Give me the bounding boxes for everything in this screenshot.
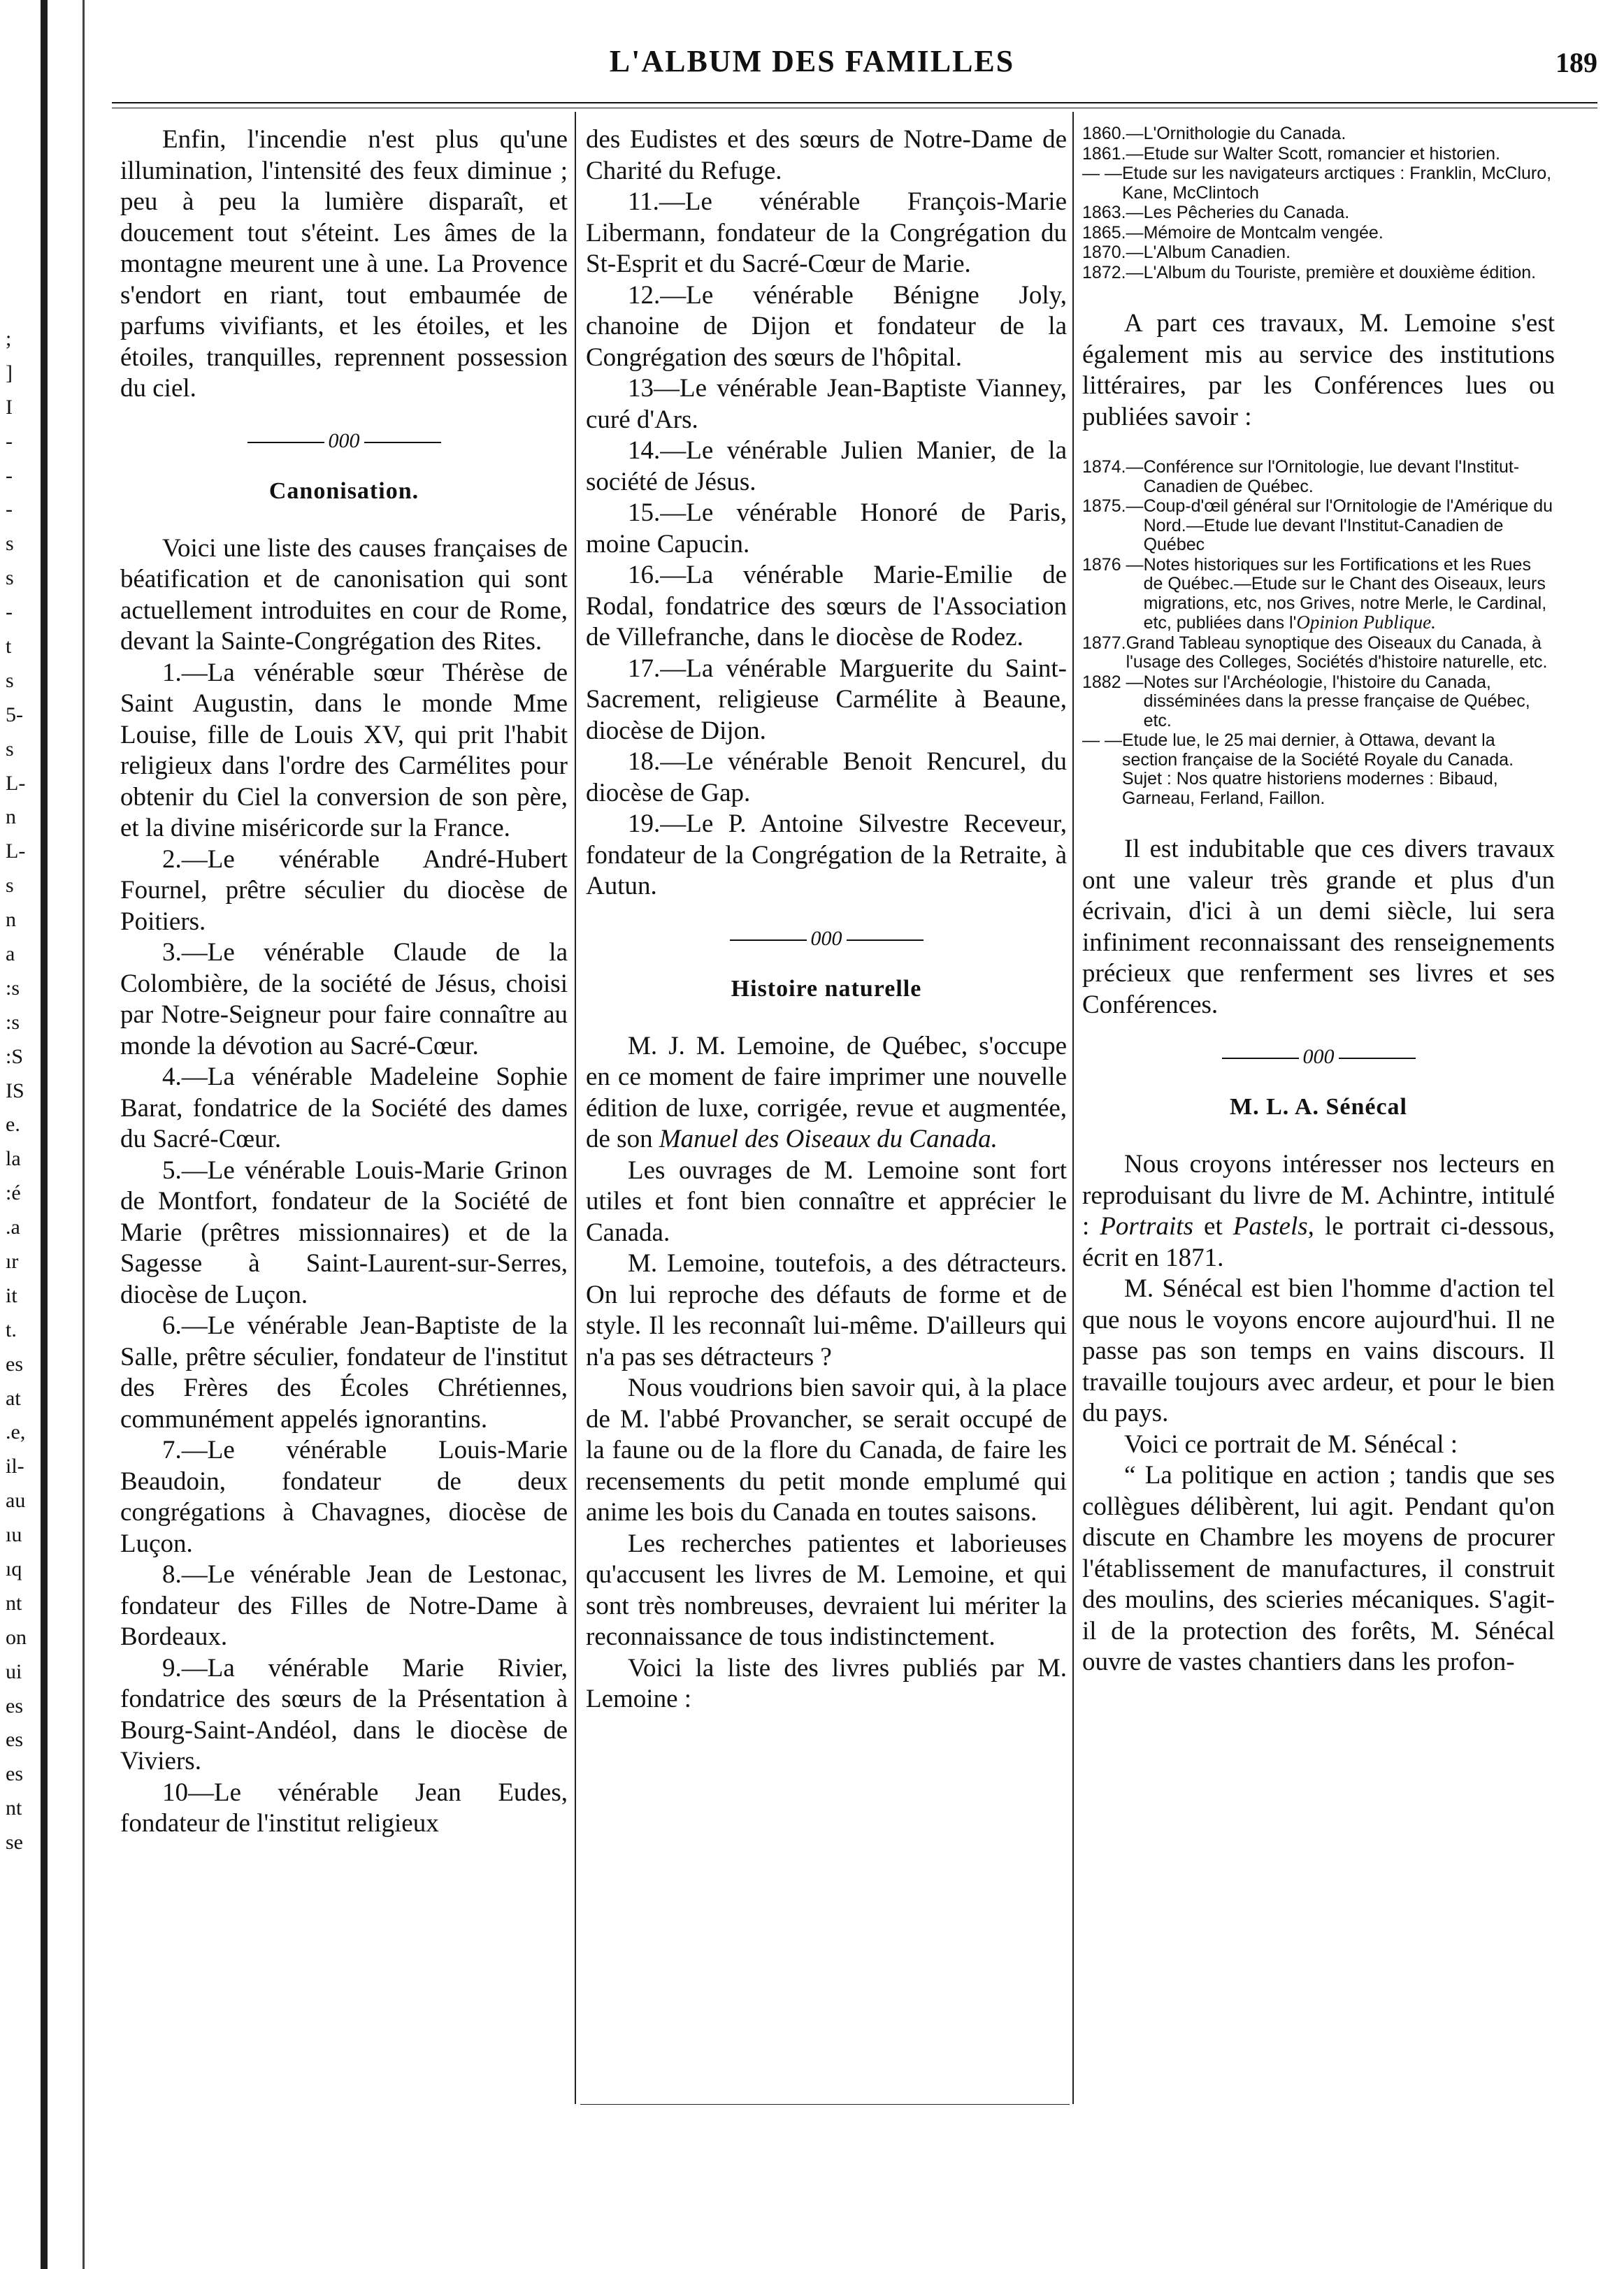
list-paragraph: 13—Le vénérable Jean-Baptiste Vianney, curé d'Ars.: [586, 374, 1067, 434]
bleed-letter: se: [6, 1831, 23, 1854]
section-title: Canonisation.: [268, 477, 419, 504]
entry-year: 1877.: [1082, 633, 1126, 653]
bibliography-entry: [1082, 124, 1555, 144]
bleed-letter: :é: [6, 1181, 21, 1204]
list-paragraph: 14.—Le vénérable Julien Manier, de la société de Jésus.: [586, 436, 1067, 496]
bleed-letter: il-: [6, 1455, 24, 1478]
conferences-list: [1082, 458, 1555, 808]
list-paragraph: 4.—La vénérable Madeleine Sophie Barat, fondatrice de la Société des dames du Sacré-Cœur.: [120, 1063, 568, 1153]
bleed-letter: nt: [6, 1592, 22, 1615]
paragraph: Voici ce portrait de M. Sénécal :: [1124, 1429, 1458, 1459]
bleed-letter: IS: [6, 1079, 24, 1102]
bleed-letter: 5-: [6, 703, 23, 726]
bleed-letter: t.: [6, 1318, 17, 1341]
list-paragraph: 16.—La vénérable Marie-Emilie de Rodal, fondatrice des sœurs de l'Association de Villefranche, dans le diocèse de Rodez.: [586, 561, 1067, 651]
column-3: [1082, 124, 1555, 1678]
list-paragraph: 7.—Le vénérable Louis-Marie Beaudoin, fondateur de deux congrégations à Chavagnes, diocèse de Luçon.: [120, 1436, 568, 1558]
list-paragraph: 3.—Le vénérable Claude de la Colombière, de la société de Jésus, choisi par Notre-Seigneur pour faire connaître au monde la dévotion au Sacré-Cœur.: [120, 938, 568, 1060]
bleed-letter: at: [6, 1387, 21, 1410]
binding-line: [82, 0, 85, 2269]
bleed-letter: s: [6, 532, 14, 555]
entry-text: Etude lue, le 25 mai dernier, à Ottawa, devant la section française de la Société Royale du Canada. Sujet : Nos quatre historiens modernes : Bibaud, Garneau, Ferland, Faillon.: [1121, 730, 1514, 808]
paragraph: des Eudistes et des sœurs de Notre-Dame de Charité du Refuge.: [586, 125, 1067, 185]
entry-year: 1860.—: [1082, 124, 1144, 143]
bleed-letter: :S: [6, 1045, 24, 1068]
paragraph: M. J. M. Lemoine, de Québec, s'occupe en ce moment de faire imprimer une nouvelle édition de luxe, corrigée, revue et augmentée, de son Manuel des Oiseaux du Canada.: [586, 1031, 1067, 1153]
paragraph: Les ouvrages de M. Lemoine sont fort utiles et font bien connaître et apprécier le Canada.: [586, 1155, 1067, 1247]
bleed-letter: es: [6, 1353, 23, 1376]
canonisation-list: [120, 533, 568, 1840]
entry-text: Notes historiques sur les Fortifications et les Rues de Québec.—Etude sur le Chant des Oiseaux, leurs migrations, etc, nos Grives, notre Merle, le Cardinal, etc, publiées dans l'Opinion Publique.: [1143, 554, 1547, 633]
bleed-letter: :s: [6, 977, 20, 1000]
bleed-letter: es: [6, 1694, 23, 1717]
bleed-letter: I: [6, 396, 13, 419]
bleed-letter: :s: [6, 1011, 20, 1034]
header-rule: [112, 102, 1597, 103]
bleed-letter: a: [6, 942, 15, 965]
bleed-letter: ıu: [6, 1523, 22, 1546]
paragraph: Les recherches patientes et laborieuses qu'accusent les livres de M. Lemoine, et qui sont très nombreuses, devraient lui mériter la reconnaissance de tous indistinctement.: [586, 1529, 1067, 1651]
bleed-letter: L-: [6, 840, 26, 863]
bleed-letter: -: [6, 498, 13, 521]
bleed-letter: s: [6, 669, 14, 692]
column-2: [586, 124, 1067, 1715]
entry-year: 1876 —: [1082, 554, 1144, 575]
entry-text: Etude sur les navigateurs arctiques : Franklin, McCluro, Kane, McClintoch: [1121, 164, 1552, 203]
entry-year: 1861.—: [1082, 143, 1144, 164]
bleed-letter: t: [6, 635, 12, 658]
paragraph: A part ces travaux, M. Lemoine s'est également mis au service des institutions littéraires, par les Conférences lues ou publiées savoir :: [1082, 309, 1555, 431]
entry-text: L'Album du Touriste, première et douxième édition.: [1143, 262, 1537, 282]
bleed-letter: e.: [6, 1113, 20, 1136]
list-paragraph: 19.—Le P. Antoine Silvestre Receveur, fondateur de la Congrégation de la Retraite, à Autun.: [586, 809, 1067, 900]
bleed-letter: -: [6, 430, 13, 453]
bleed-letter: -: [6, 600, 13, 624]
entry-year: 1872.—: [1082, 262, 1144, 282]
entry-year: 1865.—: [1082, 222, 1144, 243]
bleed-letter: s: [6, 874, 14, 897]
bleed-letter: la: [6, 1147, 21, 1170]
section-separator: 000: [586, 925, 1067, 953]
section-title: M. L. A. Sénécal: [1230, 1094, 1407, 1120]
entry-year: — —: [1082, 164, 1122, 183]
bleed-letter: .a: [6, 1216, 20, 1239]
entry-year: 1870.—: [1082, 243, 1144, 262]
bibliography-entry: [1082, 673, 1555, 731]
bleed-letter: n: [6, 805, 16, 828]
bleed-letter: it: [6, 1284, 17, 1307]
bleed-letter: ui: [6, 1660, 22, 1683]
paragraph: Il est indubitable que ces divers travaux ont une valeur très grande et plus d'un écrivain, d'ici à un demi siècle, lui sera infiniment reconnaissant des renseignements précieux que renferment ses livres et ses Conférences.: [1082, 835, 1555, 1019]
entry-year: 1874.—: [1082, 457, 1144, 477]
list-paragraph: 2.—Le vénérable André-Hubert Fournel, prêtre séculier du diocèse de Poitiers.: [120, 844, 568, 936]
bleed-letter: -: [6, 464, 13, 487]
bleed-letter: ;: [6, 327, 12, 350]
book-title: Manuel des Oiseaux du Canada.: [659, 1125, 998, 1153]
list-paragraph: 6.—Le vénérable Jean-Baptiste de la Salle, prêtre séculier, fondateur de l'institut des Frères des Écoles Chrétiennes, communément appelés ignorantins.: [120, 1311, 568, 1434]
bibliography-entry: [1082, 497, 1555, 555]
list-paragraph: 17.—La vénérable Marguerite du Saint-Sacrement, religieuse Carmélite à Beaune, diocèse de Dijon.: [586, 654, 1067, 745]
entry-text: Coup-d'œil général sur l'Ornitologie de l'Amérique du Nord.—Etude lue devant l'Institut-Canadien de Québec: [1143, 496, 1553, 554]
entry-text: L'Album Canadien.: [1143, 243, 1291, 262]
books-list: [1082, 124, 1555, 282]
paragraph: Enfin, l'incendie n'est plus qu'une illumination, l'intensité des feux diminue ; peu à peu la lumière disparaît, et doucement tout s'éteint. Les âmes de la montagne meurent une à une. La Provence s'endort en riant, tout embaumée de parfums vivifiants, et les étoiles, et les étoiles, tranquilles, reprennent possession du ciel.: [120, 125, 568, 403]
binding-edge: [41, 0, 48, 2269]
bibliography-entry: [1082, 224, 1555, 243]
bleed-letter: L-: [6, 772, 26, 795]
list-paragraph: 8.—Le vénérable Jean de Lestonac, fondateur des Filles de Notre-Dame à Bordeaux.: [120, 1560, 568, 1651]
bleed-letter: es: [6, 1728, 23, 1751]
page-number: 189: [1555, 47, 1597, 78]
bleed-letter: .e,: [6, 1420, 26, 1443]
entry-text: Etude sur Walter Scott, romancier et historien.: [1143, 143, 1500, 164]
entry-text: Les Pêcheries du Canada.: [1143, 203, 1350, 222]
bleed-letter: s: [6, 737, 14, 761]
list-paragraph: 5.—Le vénérable Louis-Marie Grinon de Montfort, fondateur de la Société de Marie (prêtres missionnaires) et de la Sagesse à Saint-Laurent-sur-Serres, diocèse de Luçon.: [120, 1155, 568, 1309]
list-paragraph: 12.—Le vénérable Bénigne Joly, chanoine de Dijon et fondateur de la Congrégation des sœurs de l'hôpital.: [586, 280, 1067, 372]
bibliography-entry: [1082, 145, 1555, 164]
entry-year: — —: [1082, 730, 1122, 750]
entry-text: L'Ornithologie du Canada.: [1143, 124, 1346, 143]
publication-title: Opinion Publique.: [1296, 612, 1436, 633]
column-divider: [1072, 112, 1074, 2104]
section-separator: 000: [1082, 1043, 1555, 1071]
bleed-letter: n: [6, 908, 16, 931]
list-paragraph: 10—Le vénérable Jean Eudes, fondateur de l'institut religieux: [120, 1778, 568, 1838]
bleed-letter: es: [6, 1762, 23, 1785]
entry-text: Grand Tableau synoptique des Oiseaux du Canada, à l'usage des Colleges, Sociétés d'histoire naturelle, etc.: [1126, 633, 1548, 672]
bleed-letter: ]: [6, 361, 13, 384]
list-paragraph: Voici une liste des causes françaises de béatification et de canonisation qui sont actuellement introduites en cour de Rome, devant la Sainte-Congrégation des Rites.: [120, 533, 568, 656]
paragraph: “ La politique en action ; tandis que ses collègues délibèrent, lui agit. Pendant qu'on discute en Chambre les moyens de procurer l'établissement de manufactures, il construit des moulins, des scieries mécaniques. S'agit-il de la protection des forêts, M. Sénécal ouvre de vastes chantiers dans les profon-: [1082, 1461, 1555, 1676]
entry-text: Notes sur l'Archéologie, l'histoire du Canada, disséminées dans la presse française de Québec, etc.: [1143, 672, 1530, 730]
list-paragraph: 9.—La vénérable Marie Rivier, fondatrice des sœurs de la Présentation à Bourg-Saint-Andéol, dans le diocèse de Viviers.: [120, 1653, 568, 1775]
bibliography-entry: [1082, 634, 1555, 672]
bibliography-entry: [1082, 264, 1555, 283]
bibliography-entry: [1082, 164, 1555, 203]
section-separator: 000: [120, 427, 568, 455]
column-divider: [575, 112, 576, 2104]
paragraph: M. Sénécal est bien l'homme d'action tel que nous le voyons encore aujourd'hui. Il ne passe pas son temps en vains discours. Il travaille toujours avec ardeur, et pour le bien du pays.: [1082, 1274, 1555, 1427]
bibliography-entry: [1082, 243, 1555, 263]
bleed-letter: nt: [6, 1796, 22, 1820]
entry-year: 1875.—: [1082, 496, 1144, 516]
entry-year: 1882 —: [1082, 672, 1144, 692]
list-paragraph: 15.—Le vénérable Honoré de Paris, moine Capucin.: [586, 498, 1067, 559]
page-header-title: L'ALBUM DES FAMILLES: [609, 44, 1015, 78]
paragraph: Voici la liste des livres publiés par M. Lemoine :: [586, 1653, 1067, 1713]
bleed-letter: ır: [6, 1250, 19, 1273]
bibliography-entry: [1082, 203, 1555, 223]
entry-year: 1863.—: [1082, 203, 1144, 222]
bleed-letter: on: [6, 1626, 27, 1649]
canonisation-list-continued: [586, 187, 1067, 902]
list-paragraph: 11.—Le vénérable François-Marie Libermann, fondateur de la Congrégation du St-Esprit et du Sacré-Cœur de Marie.: [586, 187, 1067, 278]
paragraph: Nous voudrions bien savoir qui, à la place de M. l'abbé Provancher, se serait occupé de la faune ou de la flore du Canada, de faire les recensements du petit monde emplumé qui anime les bois du Canada en toutes saisons.: [586, 1374, 1067, 1527]
entry-text: Mémoire de Montcalm vengée.: [1143, 222, 1384, 243]
bibliography-entry: [1082, 458, 1555, 496]
bottom-rule: [580, 2104, 1070, 2105]
list-paragraph: 1.—La vénérable sœur Thérèse de Saint Augustin, dans le monde Mme Louise, fille de Louis XV, qui prit l'habit religieux dans l'ordre des Carmélites pour obtenir du Ciel la conversion de son père, et la divine miséricorde sur la France.: [120, 658, 568, 842]
section-title: Histoire naturelle: [731, 975, 922, 1002]
entry-text: Conférence sur l'Ornitologie, lue devant l'Institut-Canadien de Québec.: [1143, 457, 1520, 496]
paragraph: Nous croyons intéresser nos lecteurs en reproduisant du livre de M. Achintre, intitulé : Portraits et Pastels, le portrait ci-dessous, écrit en 1871.: [1082, 1150, 1555, 1272]
bleed-letter: au: [6, 1489, 26, 1512]
paragraph: M. Lemoine, toutefois, a des détracteurs. On lui reproche des défauts de forme et de style. Il les reconnaît lui-même. D'ailleurs qui n'a pas ses détracteurs ?: [586, 1249, 1067, 1371]
bleed-letter: s: [6, 566, 14, 589]
bleed-letter: ıq: [6, 1557, 22, 1580]
bibliography-entry: [1082, 731, 1555, 808]
column-1: [120, 124, 568, 1840]
bibliography-entry: [1082, 556, 1555, 633]
list-paragraph: 18.—Le vénérable Benoit Rencurel, du diocèse de Gap.: [586, 747, 1067, 807]
